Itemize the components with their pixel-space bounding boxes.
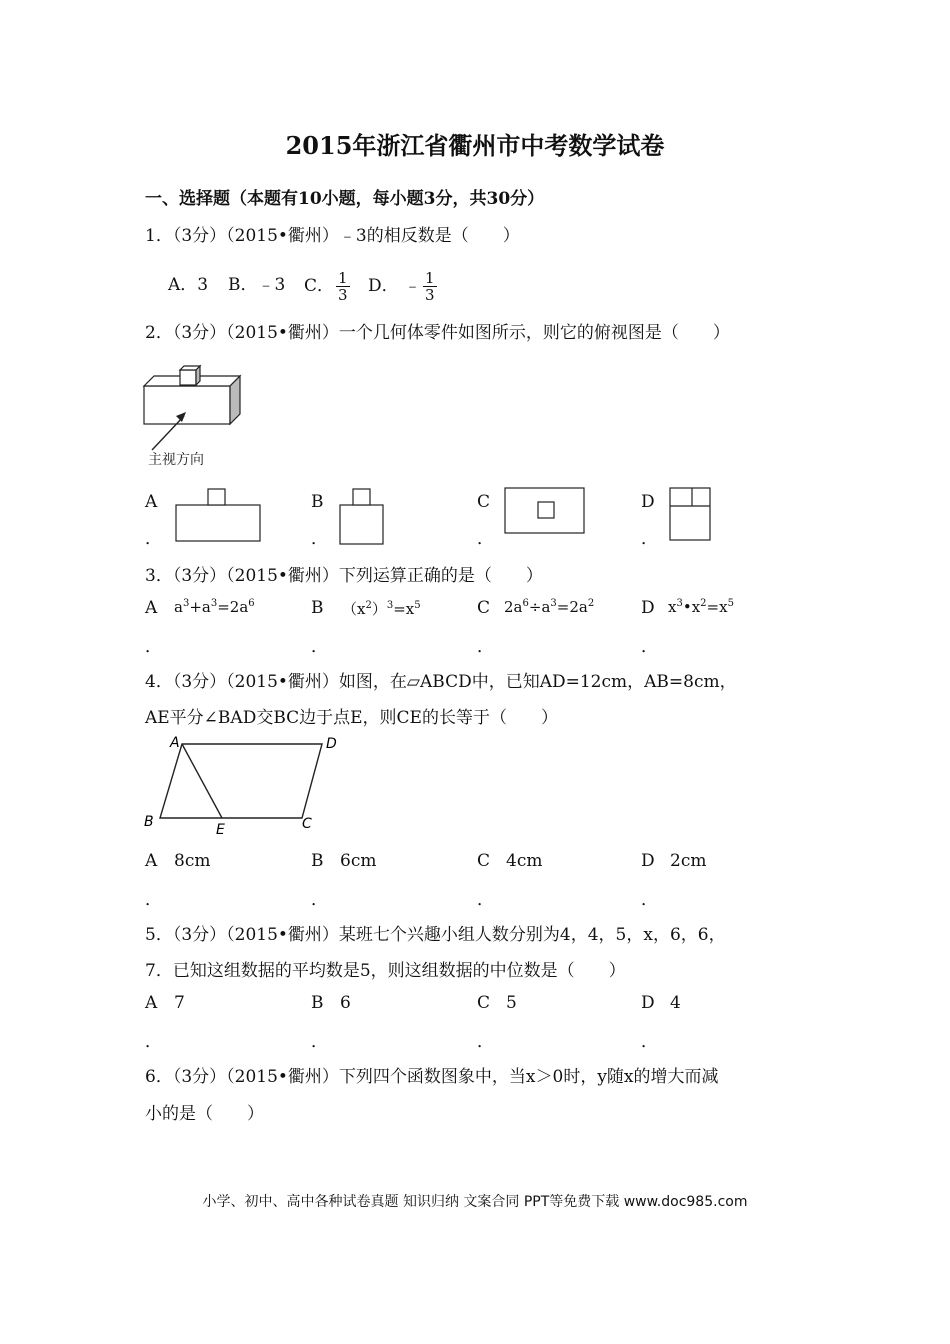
question-3-option-a: $a^3+a^3=2a^6$ bbox=[174, 598, 255, 616]
question-4-letter-b: B bbox=[311, 851, 324, 871]
question-3-letter-c: C bbox=[477, 598, 491, 618]
bisector-ae bbox=[182, 744, 222, 818]
question-4-option-a: 8cm bbox=[174, 851, 211, 871]
question-5-option-a: 7 bbox=[174, 993, 185, 1013]
fraction-denominator: 3 bbox=[338, 286, 348, 304]
fraction-negative-one-third bbox=[423, 270, 437, 303]
option-c-label: C． bbox=[304, 276, 335, 296]
question-6-stem-line-1: 6．（3分）（2015•衢州）下列四个函数图象中，当x＞0时，y随x的增大而减 bbox=[145, 1067, 719, 1087]
question-1-stem: 1．（3分）（2015•衢州）﹣3的相反数是（ ） bbox=[145, 226, 520, 246]
point-e-label: E bbox=[216, 822, 225, 838]
question-5-stem-line-1: 5．（3分）（2015•衢州）某班七个兴趣小组人数分别为4，4，5，x，6，6， bbox=[145, 925, 726, 945]
question-5-letter-a: A bbox=[145, 993, 158, 1013]
fraction-numerator: 1 bbox=[338, 269, 348, 287]
question-4-letter-a: A bbox=[145, 851, 158, 871]
question-2-letter-b: B bbox=[311, 492, 324, 512]
cube-front-face bbox=[180, 370, 196, 385]
question-4-dot-a: ． bbox=[145, 890, 162, 910]
question-3-option-c: $2a^6\div a^3=2a^2$ bbox=[504, 598, 595, 616]
question-4-dot-b: ． bbox=[311, 890, 328, 910]
question-5-stem-line-2: 7．已知这组数据的平均数是5，则这组数据的中位数是（ ） bbox=[145, 961, 626, 981]
question-3-dot-d: ． bbox=[641, 637, 658, 657]
fraction-one-third bbox=[336, 270, 350, 303]
question-6-stem-line-2: 小的是（ ） bbox=[145, 1104, 264, 1124]
page-footer: 小学、初中、高中各种试卷真题 知识归纳 文案合同 PPT等免费下载 www.doc985.com bbox=[202, 1194, 748, 1210]
question-4-stem-line-1: 4．（3分）（2015•衢州）如图，在▱ABCD中，已知AD=12cm，AB=8cm， bbox=[145, 672, 737, 692]
question-2-stem: 2．（3分）（2015•衢州）一个几何体零件如图所示，则它的俯视图是（ ） bbox=[145, 323, 730, 343]
question-4-option-d: 2cm bbox=[670, 851, 707, 871]
solid-figure bbox=[140, 360, 250, 470]
view-direction-label: 主视方向 bbox=[148, 452, 204, 468]
question-1-option-c bbox=[304, 270, 352, 303]
question-3-letter-b: B bbox=[311, 598, 324, 618]
question-5-option-b: 6 bbox=[340, 993, 351, 1013]
point-a-label: A bbox=[170, 735, 180, 751]
question-4-letter-c: C bbox=[477, 851, 491, 871]
option-b-top-view bbox=[338, 488, 388, 548]
question-2-letter-c: C bbox=[477, 492, 491, 512]
section-heading: 一、选择题（本题有10小题，每小题3分，共30分） bbox=[145, 189, 545, 209]
point-b-label: B bbox=[144, 814, 154, 830]
question-2-letter-d: D bbox=[641, 492, 655, 512]
parallelogram-figure bbox=[140, 732, 350, 840]
page-title: 2015年浙江省衢州市中考数学试卷 bbox=[285, 131, 665, 160]
question-5-dot-a: ． bbox=[145, 1032, 162, 1052]
fraction-numerator: 1 bbox=[425, 269, 435, 287]
question-4-dot-d: ． bbox=[641, 890, 658, 910]
question-3-letter-a: A bbox=[145, 598, 158, 618]
point-d-label: D bbox=[326, 736, 337, 752]
question-1-option-a: A．3 bbox=[168, 275, 209, 295]
question-3-dot-a: ． bbox=[145, 637, 162, 657]
question-5-letter-c: C bbox=[477, 993, 491, 1013]
question-4-dot-c: ． bbox=[477, 890, 494, 910]
parallelogram-abcd bbox=[160, 744, 322, 818]
question-2-dot-b: ． bbox=[311, 529, 328, 549]
block-front-face bbox=[144, 386, 230, 424]
option-c-top-view bbox=[503, 486, 587, 536]
question-2-letter-a: A bbox=[145, 492, 158, 512]
question-3-letter-d: D bbox=[641, 598, 655, 618]
question-5-dot-b: ． bbox=[311, 1032, 328, 1052]
question-5-letter-d: D bbox=[641, 993, 655, 1013]
question-4-option-c: 4cm bbox=[506, 851, 543, 871]
question-3-dot-b: ． bbox=[311, 637, 328, 657]
question-1-option-b: B．﹣3 bbox=[228, 275, 286, 295]
question-3-option-d: $x^3•x^2=x^5$ bbox=[668, 598, 734, 616]
question-5-dot-d: ． bbox=[641, 1032, 658, 1052]
negative-sign: ﹣ bbox=[404, 276, 422, 296]
cube-side-face bbox=[196, 366, 200, 385]
question-3-option-b: $(x^2)^3=x^5$ bbox=[342, 600, 421, 618]
option-a-top-view bbox=[174, 488, 264, 544]
question-2-dot-c: ． bbox=[477, 529, 494, 549]
question-5-option-c: 5 bbox=[506, 993, 517, 1013]
question-2-dot-a: ． bbox=[145, 529, 162, 549]
question-2-dot-d: ． bbox=[641, 529, 658, 549]
question-5-option-d: 4 bbox=[670, 993, 681, 1013]
question-5-dot-c: ． bbox=[477, 1032, 494, 1052]
question-4-letter-d: D bbox=[641, 851, 655, 871]
option-d-top-view bbox=[668, 486, 714, 544]
question-3-dot-c: ． bbox=[477, 637, 494, 657]
option-d-label: D． bbox=[368, 276, 399, 296]
question-5-letter-b: B bbox=[311, 993, 324, 1013]
fraction-denominator: 3 bbox=[425, 286, 435, 304]
question-3-stem: 3．（3分）（2015•衢州）下列运算正确的是（ ） bbox=[145, 566, 543, 586]
question-4-stem-line-2: AE平分∠BAD交BC边于点E，则CE的长等于（ ） bbox=[145, 708, 558, 728]
question-1-option-d bbox=[368, 270, 439, 303]
question-4-option-b: 6cm bbox=[340, 851, 377, 871]
point-c-label: C bbox=[302, 816, 312, 832]
